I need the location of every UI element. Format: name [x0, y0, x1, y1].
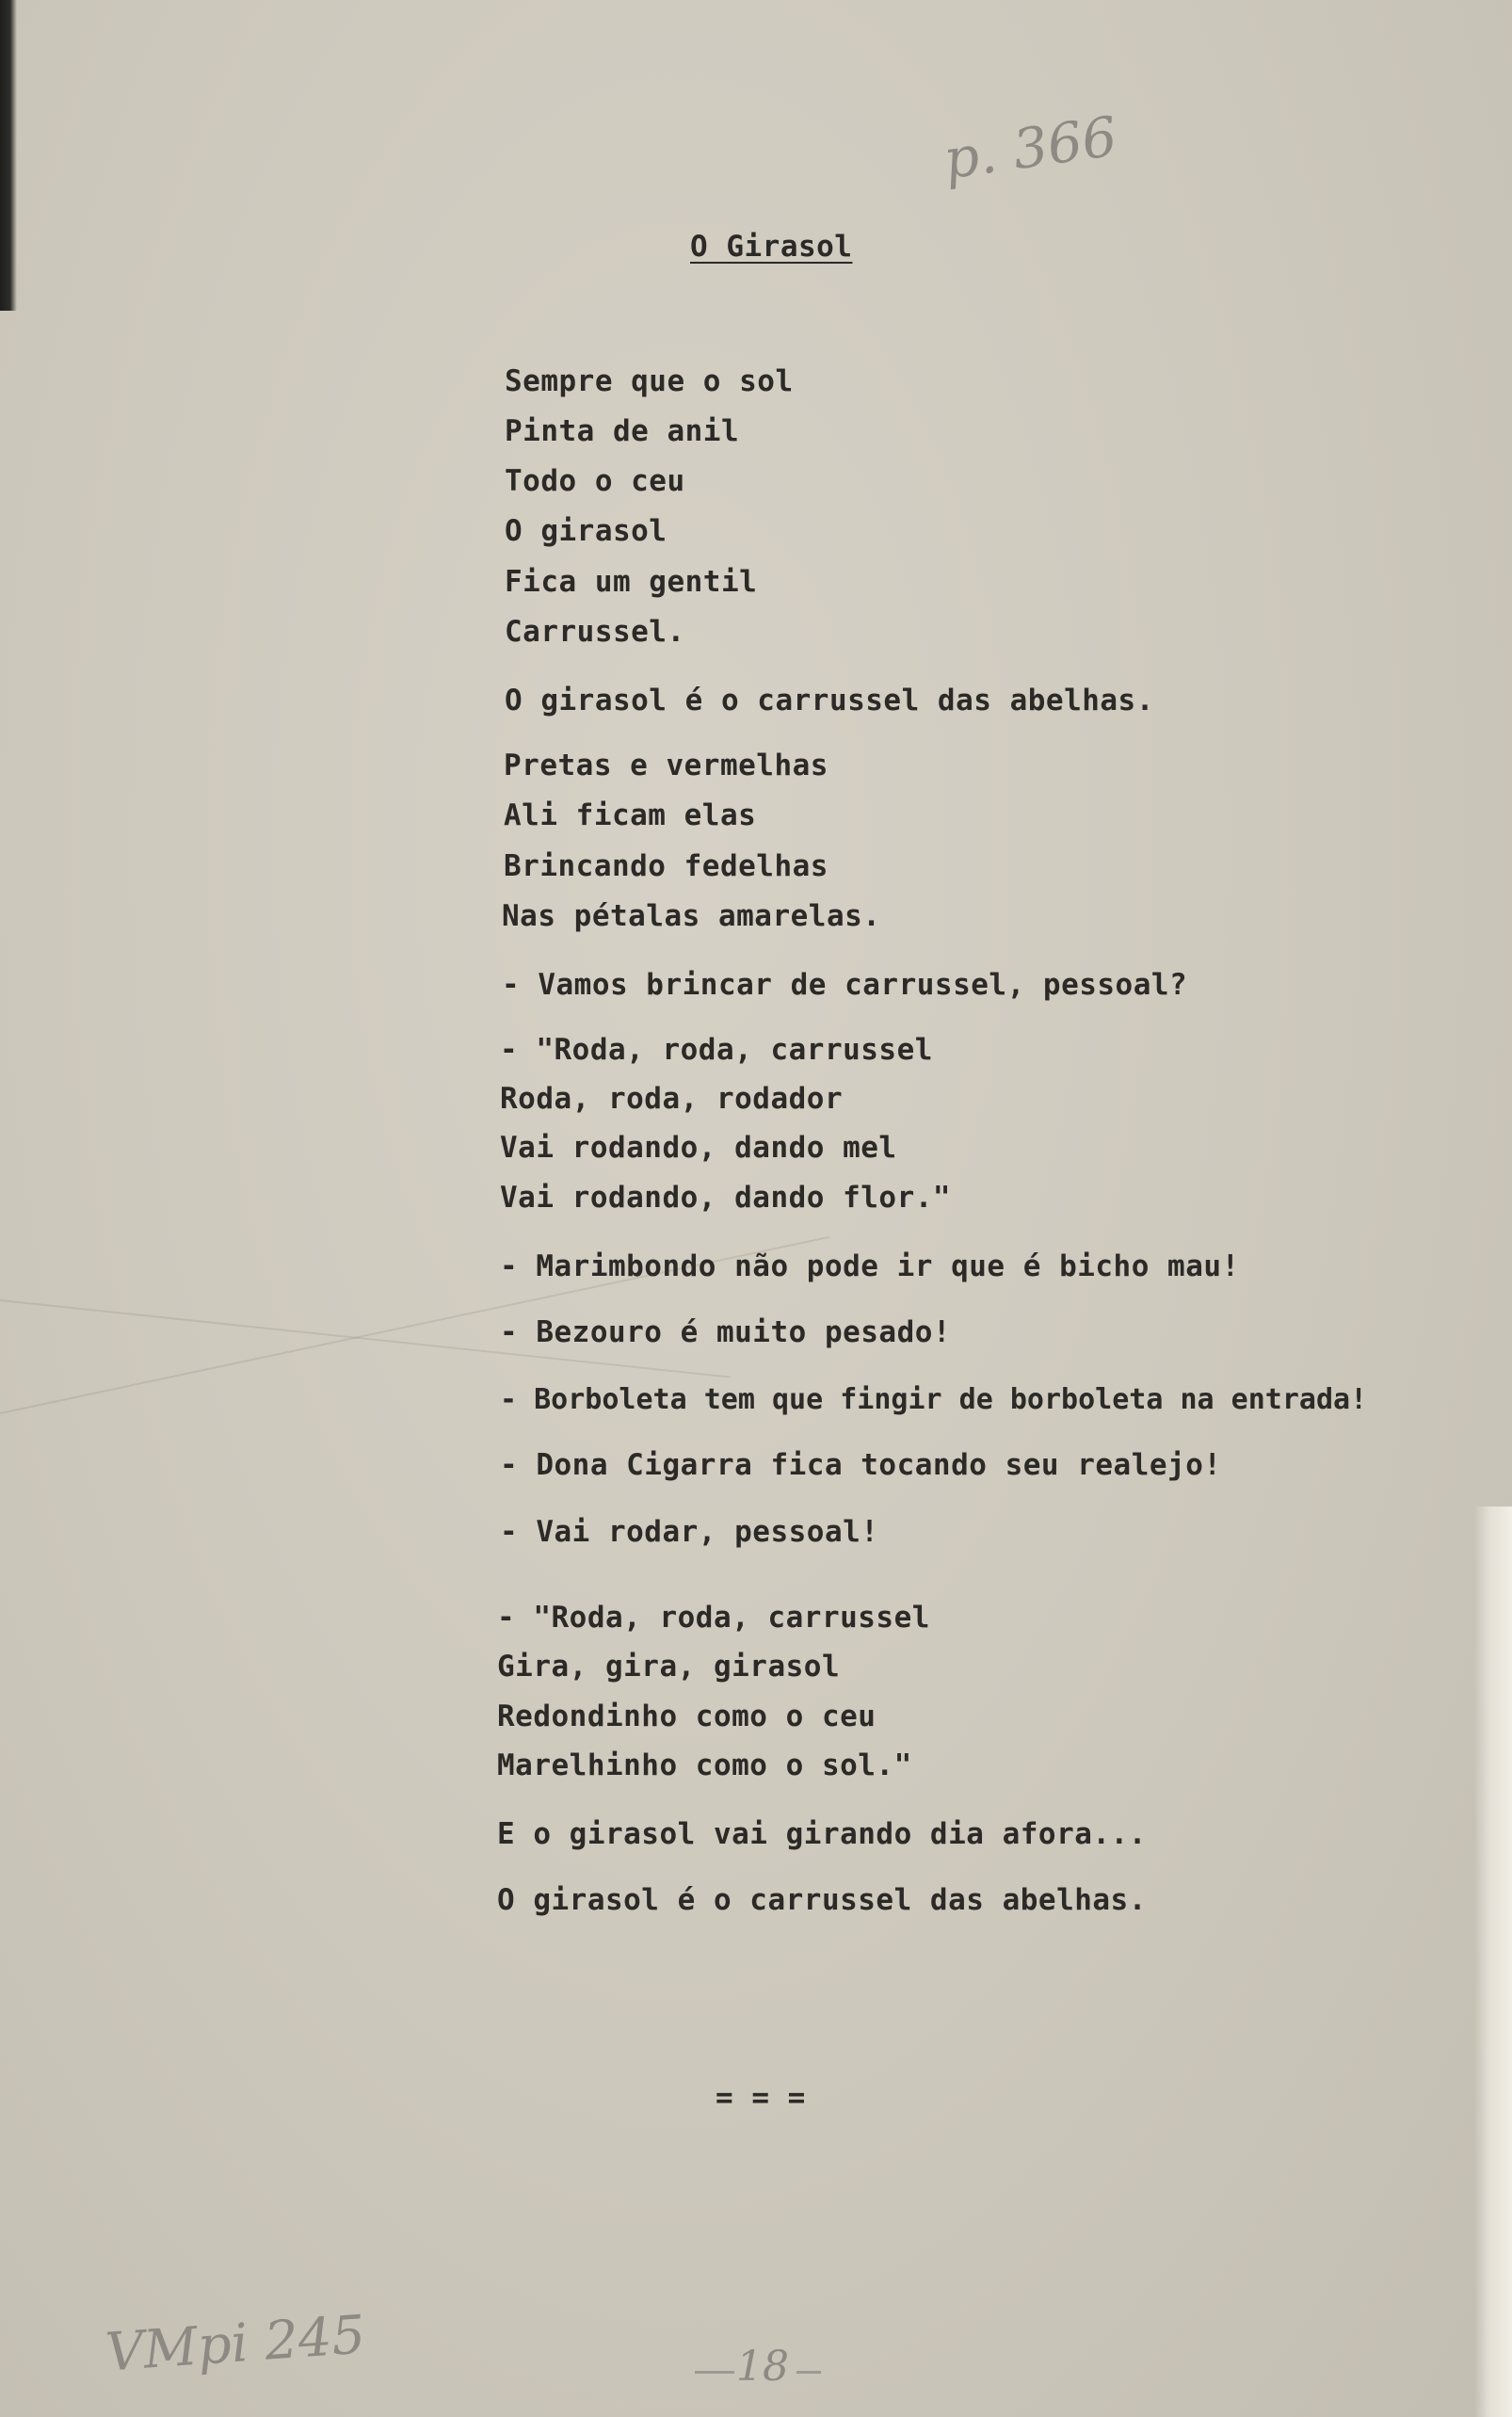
stanza-2-line-4: Nas pétalas amarelas.	[502, 899, 881, 933]
stanza-2-line-1: Pretas e vermelhas	[504, 749, 828, 782]
page-number: 18	[736, 2343, 789, 2391]
stanza-1-line-4: O girasol	[505, 514, 668, 548]
dialogue-line-5: - Vai rodar, pessoal!	[500, 1515, 879, 1549]
dialogue-line-4: - Dona Cigarra fica tocando seu realejo!	[500, 1448, 1222, 1482]
refrain-line: O girasol é o carrussel das abelhas.	[505, 684, 1154, 717]
song-1-line-2: Roda, roda, rodador	[500, 1082, 844, 1116]
song-2-line-3: Redondinho como o ceu	[497, 1700, 877, 1733]
handwritten-catalog-note: VMpi 245	[104, 2304, 368, 2384]
stanza-1-line-1: Sempre que o sol	[505, 364, 794, 398]
song-1-line-4: Vai rodando, dando flor."	[500, 1181, 952, 1215]
stanza-1-line-2: Pinta de anil	[505, 414, 740, 448]
paper-right-edge	[1474, 1507, 1512, 2417]
dialogue-line-3: - Borboleta tem que fingir de borboleta na entrada!	[500, 1383, 1368, 1416]
stanza-2-line-2: Ali ficam elas	[504, 798, 757, 832]
song-1-line-1: - "Roda, roda, carrussel	[500, 1033, 933, 1067]
page-number-dash-left	[695, 2371, 734, 2374]
stanza-2-line-3: Brincando fedelhas	[504, 849, 828, 883]
call-line: - Vamos brincar de carrussel, pessoal?	[502, 968, 1188, 1002]
handwritten-page-reference: p. 366	[940, 104, 1121, 192]
closing-line-1: E o girasol vai girando dia afora...	[497, 1817, 1147, 1851]
torn-left-edge	[0, 0, 17, 311]
dialogue-line-2: - Bezouro é muito pesado!	[500, 1315, 952, 1349]
closing-line-2: O girasol é o carrussel das abelhas.	[497, 1883, 1147, 1917]
stanza-1-line-6: Carrussel.	[505, 615, 685, 649]
stanza-1-line-3: Todo o ceu	[505, 464, 685, 498]
dialogue-line-1: - Marimbondo não pode ir que é bicho mau!	[500, 1249, 1240, 1283]
song-2-line-2: Gira, gira, girasol	[497, 1650, 841, 1684]
song-1-line-3: Vai rodando, dando mel	[500, 1131, 897, 1165]
stanza-1-line-5: Fica um gentil	[505, 565, 758, 599]
end-separator: = = =	[716, 2081, 806, 2115]
song-2-line-1: - "Roda, roda, carrussel	[497, 1601, 930, 1635]
song-2-line-4: Marelhinho como o sol."	[497, 1748, 912, 1782]
poem-title: O Girasol	[690, 230, 853, 264]
page-number-dash-right	[796, 2371, 821, 2374]
